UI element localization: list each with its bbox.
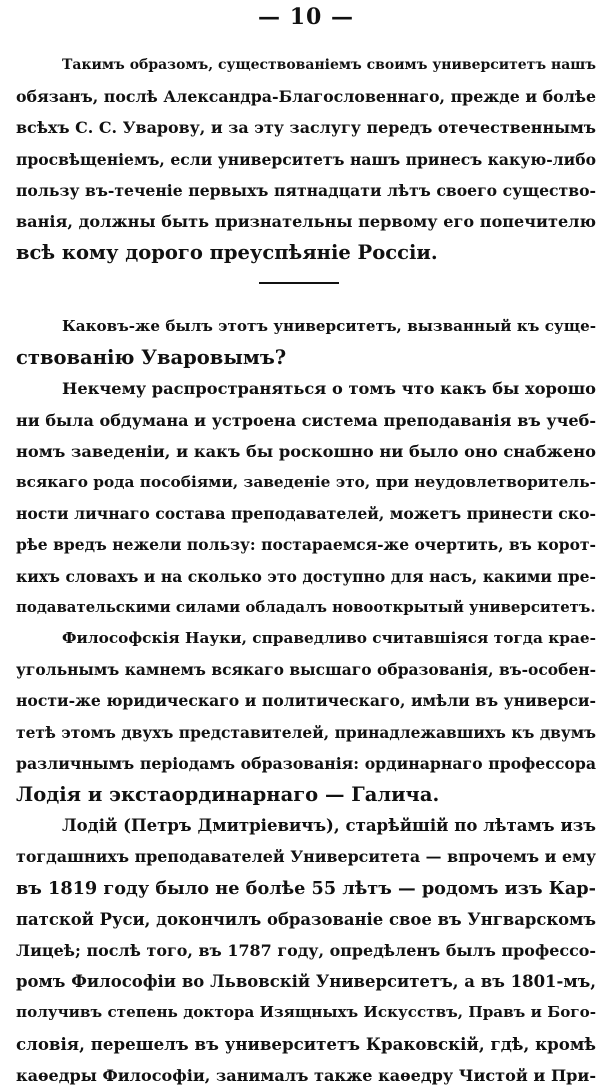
paragraph <box>16 623 596 810</box>
text-line: всѣ кому дорого преуспѣяніе Россіи. <box>16 241 438 265</box>
text-line: Лодій (Петръ Дмитріевичъ), старѣйшій по лѣтамъ изъ <box>62 815 596 836</box>
text-line: патской Руси, докончилъ образованіе свое въ Унгварскомъ <box>16 909 596 929</box>
text-line: Философскія Науки, справедливо считавшіяся тогда крае- <box>62 629 596 648</box>
section-divider <box>259 282 339 284</box>
text-line: Каковъ-же былъ этотъ университетъ, вызванный къ суще- <box>62 317 596 335</box>
text-line: кихъ словахъ и на сколько это доступно для насъ, какими пре- <box>16 566 596 586</box>
text-line: всѣхъ С. С. Уварову, и за эту заслугу передъ отечественнымъ <box>16 118 596 138</box>
text-line: обязанъ, послѣ Александра-Благословеннаго, прежде и болѣе <box>16 87 596 107</box>
paragraph <box>16 373 596 623</box>
text-line: ванія, должны быть признательны первому его попечителю <box>16 212 596 232</box>
text-line: Лодія и экстаординарнаго — Галича. <box>16 783 440 807</box>
text-line: различнымъ періодамъ образованія: ординарнаго профессора <box>16 753 596 773</box>
paragraph <box>16 311 596 373</box>
text-line: ни была обдумана и устроена система преподаванія въ учеб- <box>16 410 596 430</box>
text-line: Лицеѣ; послѣ того, въ 1787 году, опредѣленъ былъ профессо- <box>16 941 596 961</box>
text-line: ствованію Уваровымъ? <box>16 346 287 370</box>
text-line: номъ заведеніи, и какъ бы роскошно ни было оно снабжено <box>16 441 596 461</box>
text-line: всякаго рода пособіями, заведеніе это, при неудовлетворитель- <box>16 473 596 492</box>
paragraph <box>16 810 596 1091</box>
text-line: рѣе вредъ нежели пользу: постараемся-же очертить, въ корот- <box>16 535 596 555</box>
intro-paragraph <box>16 50 596 268</box>
text-line: въ 1819 году было не болѣе 55 лѣтъ — родомъ изъ Кар- <box>16 877 596 899</box>
text-line: просвѣщеніемъ, если университетъ нашъ принесъ какую-либо <box>16 149 596 169</box>
text-line: Такимъ образомъ, существованіемъ своимъ университетъ нашъ <box>62 57 596 73</box>
text-line: Некчему распространяться о томъ что какъ бы хорошо <box>62 379 596 399</box>
page-number: — 10 — <box>258 4 354 30</box>
main-text <box>16 311 596 1091</box>
text-line: тогдашнихъ преподавателей Университета — впрочемъ и ему <box>16 847 596 867</box>
text-line: каѳедры Философіи, занималъ также каѳедру Чистой и При- <box>16 1065 596 1085</box>
text-line: угольнымъ камнемъ всякаго высшаго образованія, въ-особен- <box>16 660 596 680</box>
text-line: пользу въ-теченіе первыхъ пятнадцати лѣтъ своего существо- <box>16 180 596 200</box>
text-line: ности личнаго состава преподавателей, можетъ принести ско- <box>16 504 596 524</box>
text-line: тетѣ этомъ двухъ представителей, принадлежавшихъ къ двумъ <box>16 722 596 742</box>
text-line: словія, перешелъ въ университетъ Краковскій, гдѣ, кромѣ <box>16 1033 596 1054</box>
text-line: подавательскими силами обладалъ новооткрытый университетъ. <box>16 597 596 616</box>
text-line: ромъ Философіи во Львовскій Университетъ, а въ 1801-мъ, <box>16 972 596 992</box>
text-line: получивъ степень доктора Изящныхъ Искусствъ, Правъ и Бого- <box>16 1003 596 1022</box>
text-line: ности-же юридическаго и политическаго, имѣли въ универси- <box>16 691 596 711</box>
